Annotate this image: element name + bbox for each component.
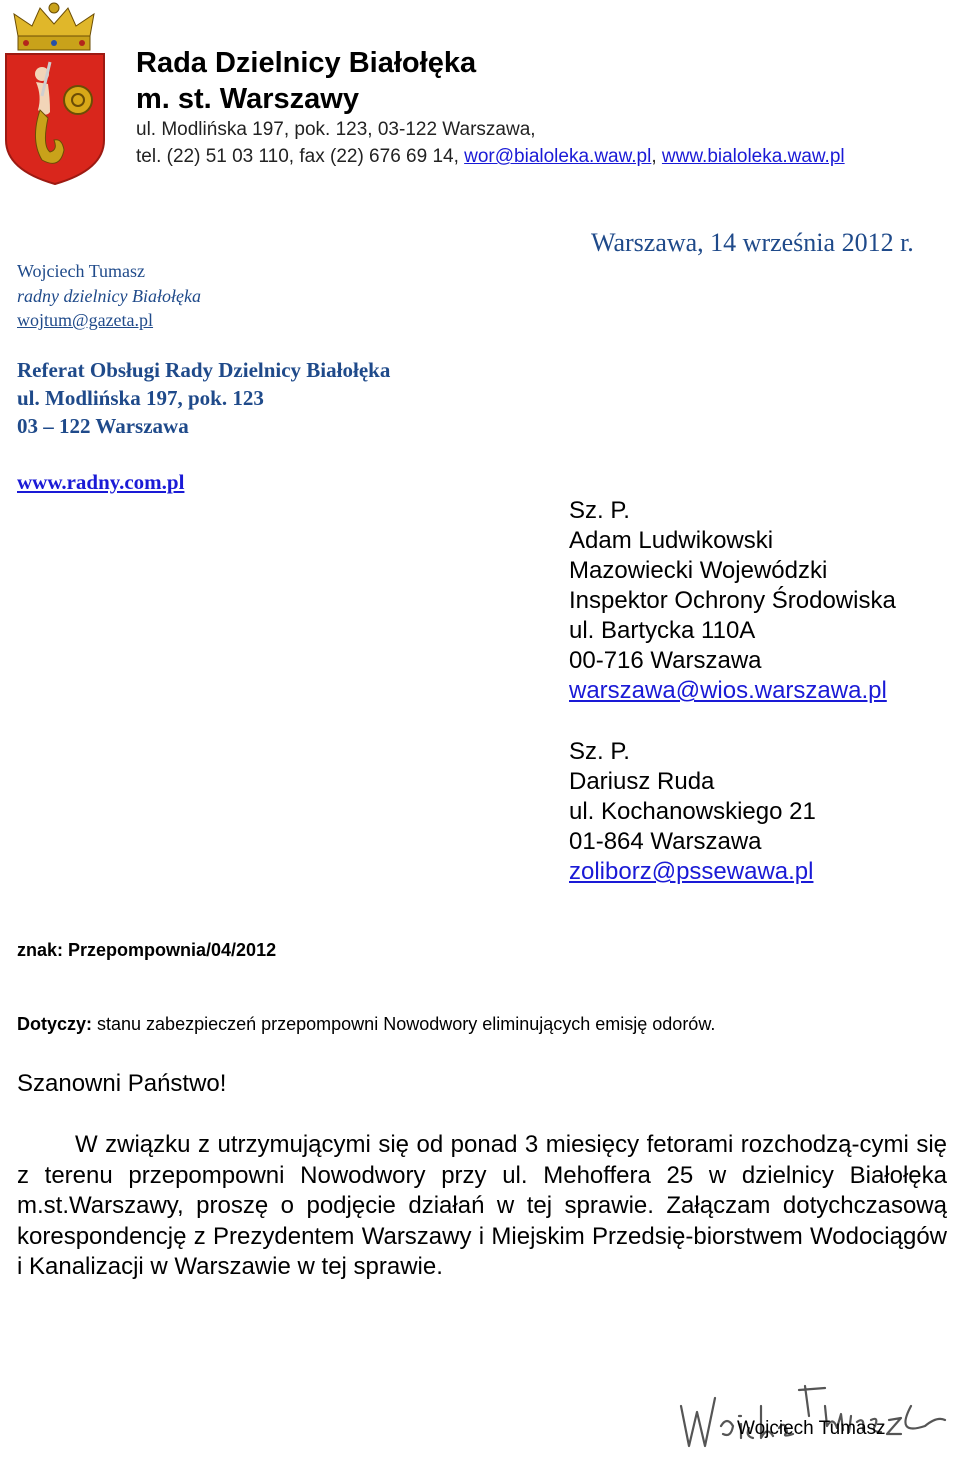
office-name: Referat Obsługi Rady Dzielnicy Białołęka — [17, 358, 391, 382]
signature-name: Wojciech Tumasz — [737, 1418, 886, 1439]
greeting: Szanowni Państwo! — [17, 1070, 227, 1097]
office-street: ul. Modlińska 197, pok. 123 — [17, 386, 264, 410]
subject-text: stanu zabezpieczeń przepompowni Nowodwory eliminujących emisję odorów. — [92, 1014, 716, 1034]
recipient-name: Dariusz Ruda — [569, 768, 715, 795]
recipient-title: Inspektor Ochrony Środowiska — [569, 587, 896, 614]
sender-email[interactable]: wojtum@gazeta.pl — [17, 310, 154, 330]
recipient-street: ul. Bartycka 110A — [569, 617, 756, 644]
separator: , — [651, 146, 662, 167]
recipient-title: Mazowiecki Wojewódzki — [569, 557, 828, 584]
office-website-link[interactable]: www.radny.com.pl — [17, 470, 185, 494]
reference-number: znak: Przepompownia/04/2012 — [17, 940, 277, 960]
organization-name: Rada Dzielnicy Białołęka — [136, 47, 477, 79]
recipient-email-link[interactable]: zoliborz@pssewawa.pl — [569, 858, 814, 885]
sender-name: Wojciech Tumasz — [17, 261, 146, 281]
recipient-email-link[interactable]: warszawa@wios.warszawa.pl — [569, 677, 887, 704]
coat-of-arms-logo — [0, 0, 110, 190]
sender-role: radny dzielnicy Białołęka — [17, 286, 201, 306]
phone-fax-text: tel. (22) 51 03 110, fax (22) 676 69 14, — [136, 146, 465, 167]
recipient-salutation: Sz. P. — [569, 497, 630, 524]
letter-body — [17, 1130, 947, 1283]
recipient-salutation: Sz. P. — [569, 738, 630, 765]
organization-city: m. st. Warszawy — [136, 83, 359, 115]
crown-icon — [14, 3, 94, 50]
recipient-city: 00-716 Warszawa — [569, 647, 762, 674]
organization-contact — [136, 145, 845, 169]
recipient-name: Adam Ludwikowski — [569, 527, 774, 554]
shield-icon — [6, 54, 104, 184]
organization-website-link[interactable]: www.bialoleka.waw.pl — [661, 146, 845, 167]
office-city: 03 – 122 Warszawa — [17, 414, 189, 438]
subject-label: Dotyczy: — [17, 1014, 93, 1034]
organization-address: ul. Modlińska 197, pok. 123, 03-122 Warszawa, — [136, 119, 536, 140]
recipient-street: ul. Kochanowskiego 21 — [569, 798, 816, 825]
organization-email-link[interactable]: wor@bialoleka.waw.pl — [464, 146, 652, 167]
recipient-city: 01-864 Warszawa — [569, 828, 762, 855]
letter-date: Warszawa, 14 września 2012 r. — [591, 228, 914, 257]
subject-line — [17, 1014, 715, 1035]
body-paragraph: W związku z utrzymującymi się od ponad 3 miesięcy fetorami rozchodzą-cymi się z terenu przepompowni Nowodwory przy ul. Mehoffera 25 w dzielnicy Białołęka m.st.Warszawy, proszę o podjęcie działań w tej sprawie. Załączam dotychczasową korespondencję z Prezydentem Warszawy i Miejskim Przedsię-biorstwem Wodociągów i Kanalizacji w Warszawie w tej sprawie. — [17, 1131, 947, 1280]
